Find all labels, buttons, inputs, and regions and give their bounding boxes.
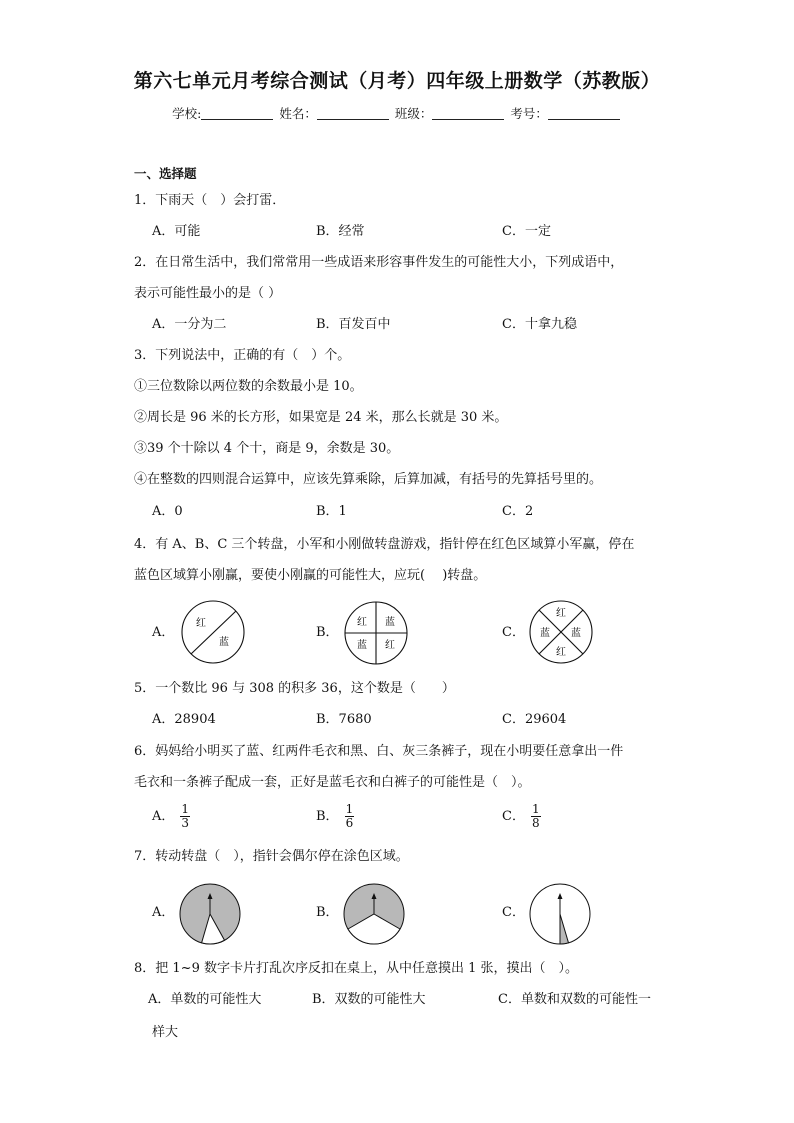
- q6-option-b-fraction: [345, 803, 355, 830]
- spinner-b-q2-label: 蓝: [385, 617, 395, 628]
- school-blank[interactable]: [201, 107, 273, 120]
- q6-option-b-label: B．: [316, 809, 339, 824]
- q6-b-numerator: 1: [345, 802, 354, 816]
- q6-option-c-fraction: [531, 803, 541, 830]
- q2-stem-line1: 2．在日常生活中，我们常常用一些成语来形容事件发生的可能性大小，下列成语中，: [134, 255, 624, 270]
- school-label: 学校:: [172, 106, 202, 121]
- spinner-b-q1-label: 红: [357, 617, 367, 628]
- q6-option-c[interactable]: [502, 803, 541, 830]
- q4-stem-line1: 4．有 A、B、C 三个转盘，小军和小刚做转盘游戏，指针停在红色区域算小军赢，停在: [134, 537, 635, 552]
- q6-stem-line1: 6．妈妈给小明买了蓝、红两件毛衣和黑、白、灰三条裤子，现在小明要任意拿出一件: [134, 744, 624, 759]
- q8-option-c-continued: 样大: [152, 1025, 179, 1040]
- spinner-b-q4-label: 红: [385, 640, 395, 651]
- q7-option-c[interactable]: C．: [502, 905, 525, 920]
- spinner-c-bottom-label: 红: [556, 647, 566, 658]
- q1-option-b[interactable]: B．经常: [316, 224, 365, 239]
- q7-option-a[interactable]: A．: [152, 905, 175, 920]
- q6-option-a-fraction: [180, 803, 190, 830]
- q4-option-a[interactable]: A．: [152, 625, 175, 640]
- q4-spinner-c: [528, 599, 594, 665]
- q3-statement-4: ④在整数的四则混合运算中，应该先算乘除，后算加减，有括号的先算括号里的。: [134, 472, 603, 487]
- class-label: 班级：: [394, 106, 433, 121]
- q3-stem: 3．下列说法中，正确的有（ ）个。: [134, 348, 351, 363]
- q8-option-b[interactable]: B．双数的可能性大: [312, 992, 426, 1007]
- q8-option-c[interactable]: C．单数和双数的可能性一: [498, 992, 651, 1007]
- q4-option-c[interactable]: C．: [502, 625, 525, 640]
- q6-stem-line2: 毛衣和一条裤子配成一套，正好是蓝毛衣和白裤子的可能性是（ ）。: [134, 775, 531, 790]
- spinner-b-q3-label: 蓝: [357, 640, 367, 651]
- q8-stem: 8．把 1~9 数字卡片打乱次序反扣在桌上，从中任意摸出 1 张，摸出（ ）。: [134, 961, 579, 976]
- q4-option-b[interactable]: B．: [316, 625, 339, 640]
- q3-option-a[interactable]: A．0: [152, 504, 183, 519]
- q5-stem: 5．一个数比 96 与 308 的积多 36，这个数是（ ）: [134, 681, 455, 696]
- q2-stem-line2: 表示可能性最小的是（ ）: [134, 286, 282, 301]
- q4-spinner-a: [178, 599, 248, 665]
- q4-spinner-b: [343, 600, 409, 666]
- q3-option-c[interactable]: C．2: [502, 504, 534, 519]
- q2-option-b[interactable]: B．百发百中: [316, 317, 391, 332]
- q7-stem: 7．转动转盘（ ），指针会偶尔停在涂色区域。: [134, 849, 409, 864]
- q2-option-c[interactable]: C．十拿九稳: [502, 317, 577, 332]
- q6-option-c-label: C．: [502, 809, 525, 824]
- spinner-a-blue-label: 蓝: [219, 637, 229, 648]
- q2-option-a[interactable]: A．一分为二: [152, 317, 227, 332]
- name-blank[interactable]: [317, 107, 389, 120]
- section-title: 一、选择题: [134, 166, 197, 181]
- q6-option-a[interactable]: [152, 803, 190, 830]
- q1-option-c[interactable]: C．一定: [502, 224, 551, 239]
- q6-a-numerator: 1: [181, 802, 190, 816]
- q8-option-a[interactable]: A．单数的可能性大: [148, 992, 262, 1007]
- spinner-c-top-label: 红: [556, 608, 566, 619]
- spinner-c-left-label: 蓝: [540, 628, 550, 639]
- spinner-c-right-label: 蓝: [571, 628, 581, 639]
- student-info-row: [0, 104, 794, 122]
- q6-c-numerator: 1: [531, 802, 540, 816]
- q7-spinner-c: [528, 882, 592, 946]
- number-label: 考号：: [510, 106, 548, 121]
- q1-option-a[interactable]: A．可能: [152, 224, 201, 239]
- q6-option-a-label: A．: [152, 809, 175, 824]
- q3-option-b[interactable]: B．1: [316, 504, 347, 519]
- q4-stem-line2: 蓝色区域算小刚赢，要使小刚赢的可能性大，应玩( )转盘。: [134, 568, 487, 583]
- q1-stem: 1．下雨天（ ）会打雷．: [134, 193, 286, 208]
- q5-option-b[interactable]: B．7680: [316, 712, 372, 727]
- q3-statement-2: ②周长是 96 米的长方形，如果宽是 24 米，那么长就是 30 米。: [134, 410, 508, 425]
- q5-option-c[interactable]: C．29604: [502, 712, 567, 727]
- q6-c-denominator: 8: [531, 816, 540, 830]
- q7-spinner-a: [178, 882, 242, 946]
- q5-option-a[interactable]: A．28904: [152, 712, 216, 727]
- q6-a-denominator: 3: [181, 816, 190, 830]
- q7-option-b[interactable]: B．: [316, 905, 339, 920]
- q3-statement-3: ③39 个十除以 4 个十，商是 9，余数是 30。: [134, 441, 400, 456]
- class-blank[interactable]: [432, 107, 504, 120]
- spinner-a-red-label: 红: [196, 618, 206, 629]
- q3-statement-1: ①三位数除以两位数的余数最小是 10。: [134, 379, 363, 394]
- q7-spinner-b: [342, 882, 406, 946]
- q6-option-b[interactable]: [316, 803, 354, 830]
- q6-b-denominator: 6: [345, 816, 354, 830]
- page-title: 第六七单元月考综合测试（月考）四年级上册数学（苏教版）: [133, 70, 661, 92]
- name-label: 姓名：: [279, 106, 317, 121]
- number-blank[interactable]: [548, 107, 620, 120]
